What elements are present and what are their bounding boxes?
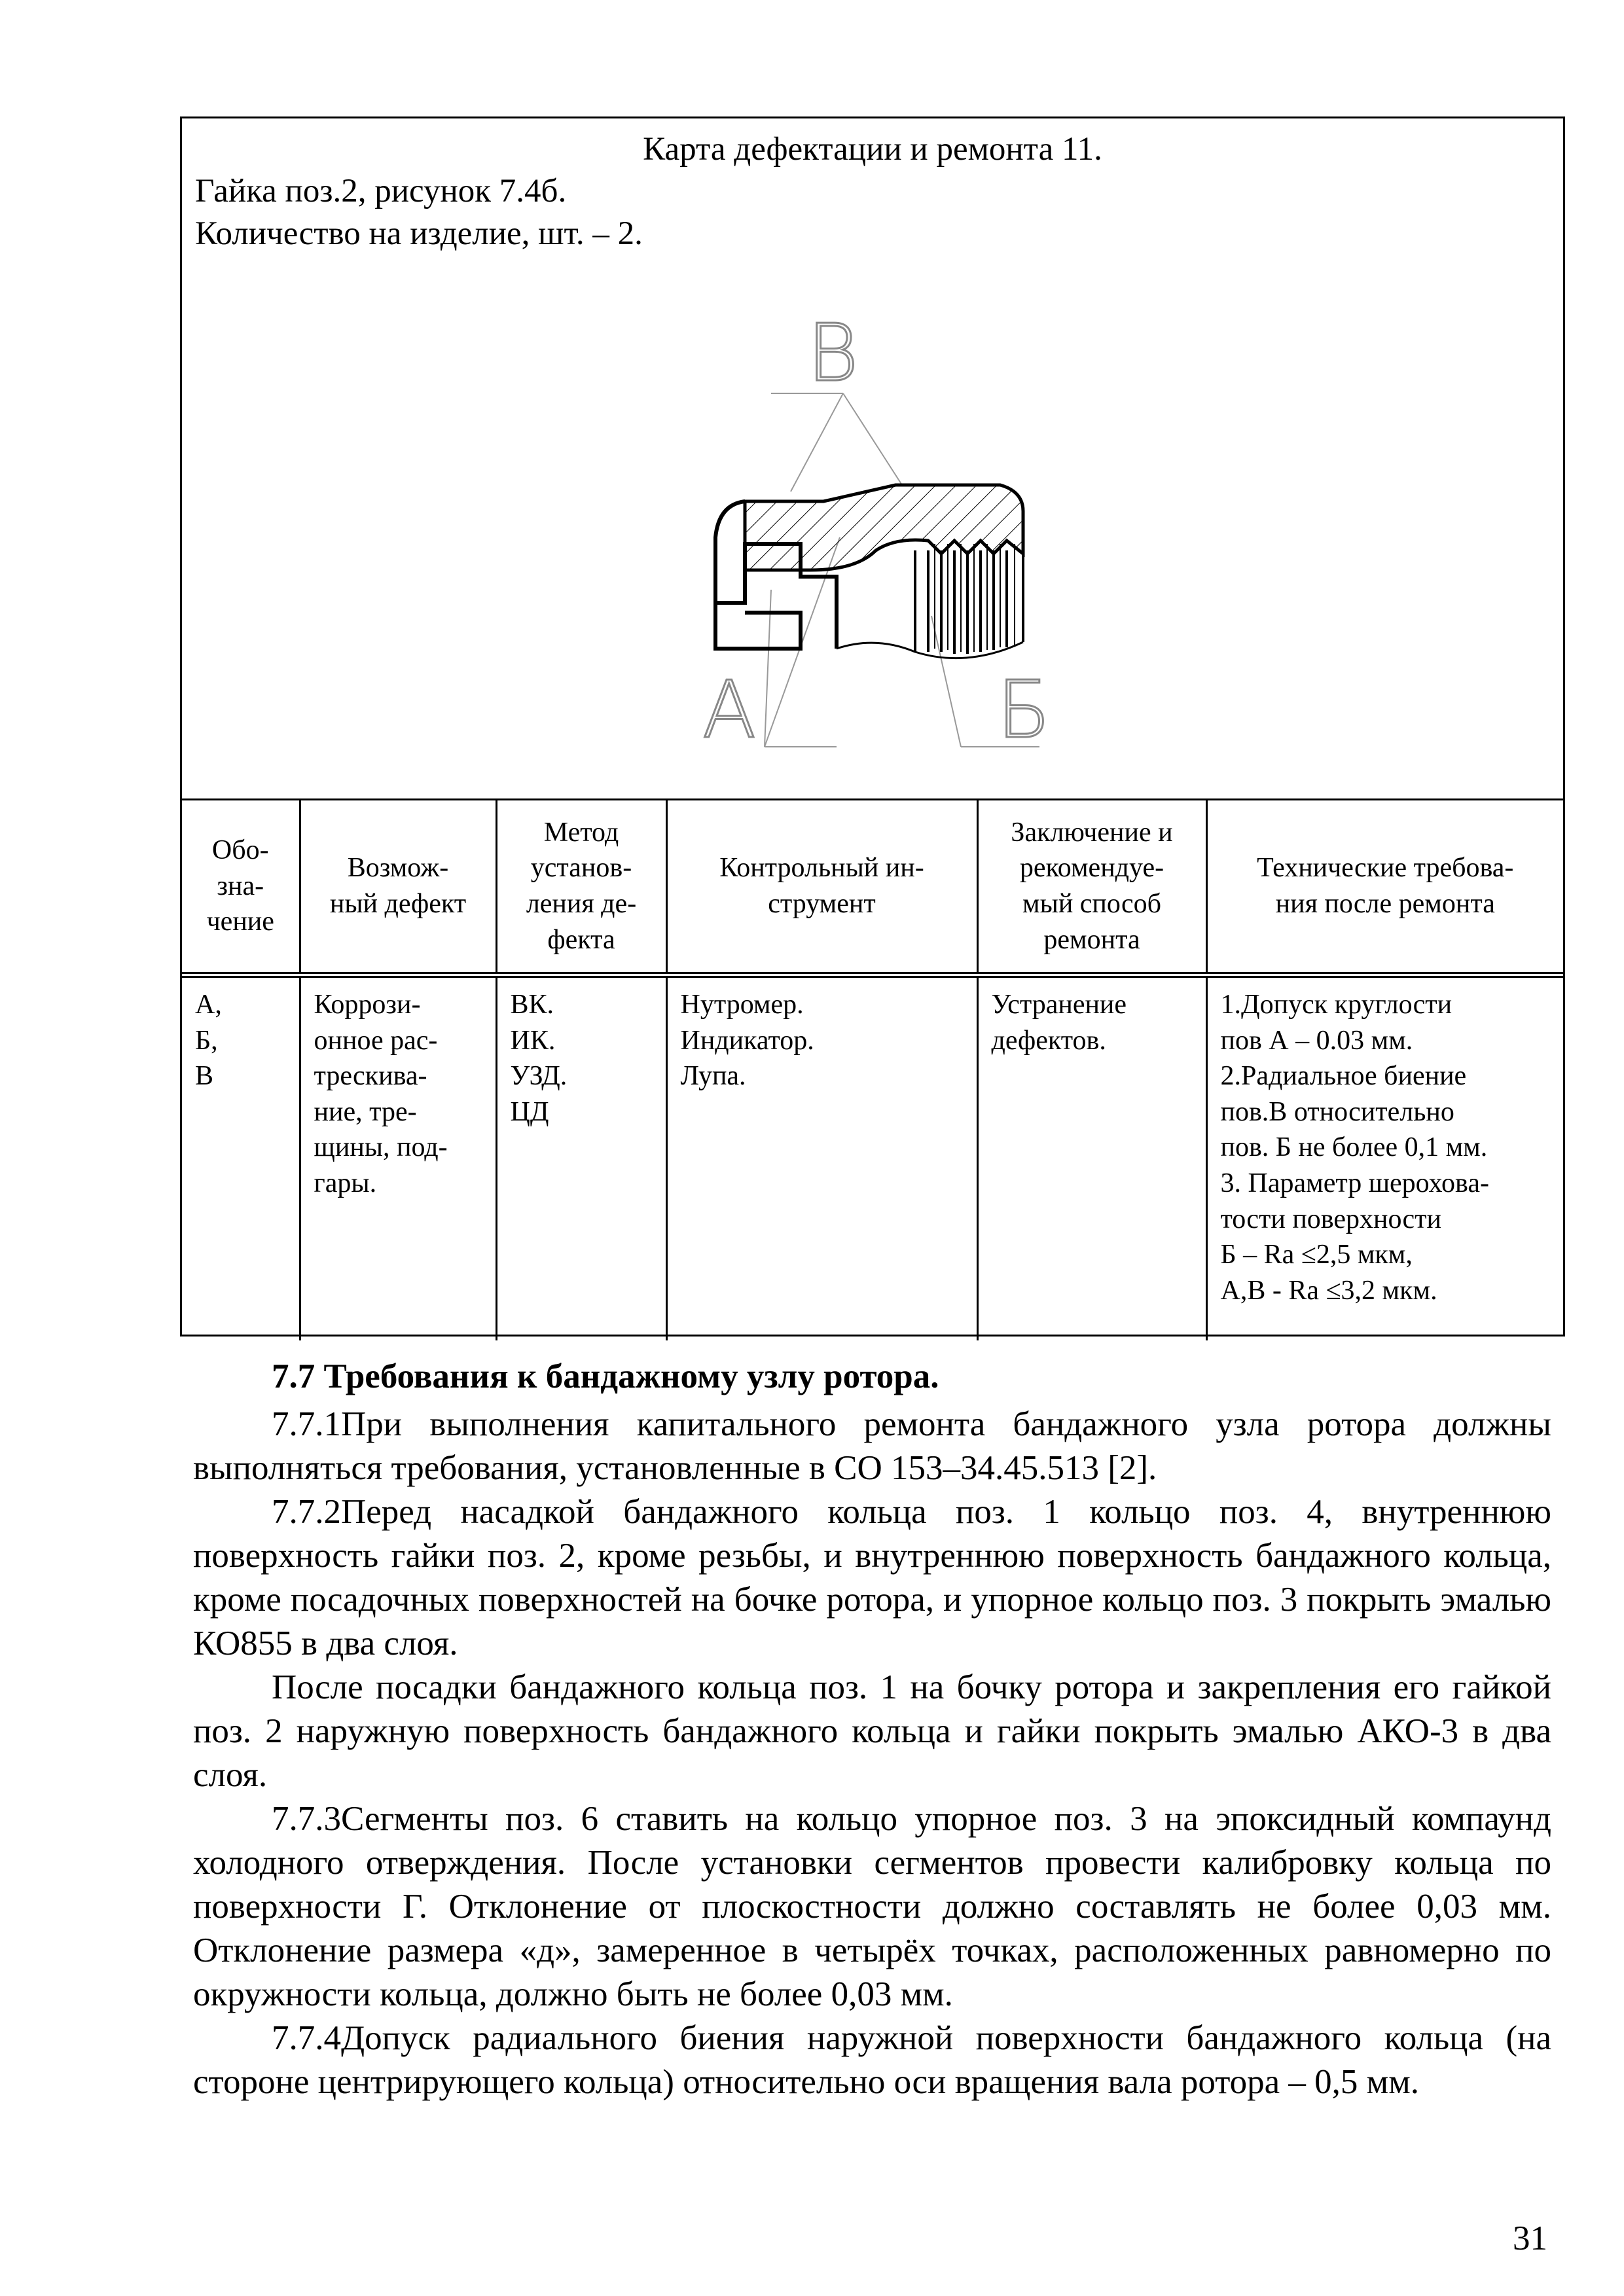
paragraph-7-7-1: 7.7.1При выполнения капитального ремонта бандажного узла ротора должны выполняться требования, установленные в СО 153–34.45.513 [2]. — [193, 1405, 1551, 1487]
section-heading: 7.7 Требования к бандажному узлу ротора. — [272, 1357, 939, 1395]
defect-table — [182, 800, 1563, 1340]
cell-designation: А, Б, В — [182, 975, 300, 1341]
header-requirements: Технические требова- ния после ремонта — [1206, 800, 1563, 975]
cell-defect: Коррози- онное рас- трескива- ние, тре- щины, под- гары. — [300, 975, 496, 1341]
cell-requirements: 1.Допуск круглости пов А – 0.03 мм. 2.Радиальное биение пов.В относительно пов. Б не более 0,1 мм. 3. Параметр шерохова- тости поверхности Б – Ra ≤2,5 мкм, А,В - Ra ≤3,2 мкм. — [1206, 975, 1563, 1341]
table-row — [182, 975, 1563, 1341]
defect-card — [180, 117, 1565, 1336]
header-instrument: Контрольный ин- струмент — [666, 800, 977, 975]
header-method: Метод установ- ления де- фекта — [496, 800, 666, 975]
header-conclusion: Заключение и рекомендуе- мый способ ремонта — [977, 800, 1206, 975]
page-number: 31 — [1513, 2219, 1547, 2257]
paragraph-7-7-4: 7.7.4Допуск радиального биения наружной поверхности бандажного кольца (на стороне центрирующего кольца) относительно оси вращения вала ротора – 0,5 мм. — [193, 2019, 1551, 2101]
cell-instrument: Нутромер. Индикатор. Лупа. — [666, 975, 977, 1341]
cell-method: ВК. ИК. УЗД. ЦД — [496, 975, 666, 1341]
card-header — [182, 118, 1563, 800]
paragraph-7-7-3: 7.7.3Сегменты поз. 6 ставить на кольцо упорное поз. 3 на эпоксидный компаунд холодного отверждения. После установки сегментов провести калибровку кольца по поверхности Г. Отклонение от плоскостности должно составлять не более 0,03 мм. Отклонение размера «д», замеренное в четырёх точках, расположенных равномерно по окружности кольца, должно быть не более 0,03 мм. — [193, 1800, 1551, 2013]
card-part-line: Гайка поз.2, рисунок 7.4б. — [195, 173, 567, 209]
card-quantity-line: Количество на изделие, шт. – 2. — [195, 215, 643, 252]
section-7-7 — [193, 1355, 1551, 2104]
table-header-row — [182, 800, 1563, 975]
label-a: А — [702, 665, 757, 756]
paragraph-after-fitting: После посадки бандажного кольца поз. 1 на бочку ротора и закрепления его гайкой поз. 2 наружную поверхность бандажного кольца и гайки покрыть эмалью АКО-3 в два слоя. — [193, 1668, 1551, 1794]
nut-section-drawing — [182, 118, 1563, 799]
cell-conclusion: Устранение дефектов. — [977, 975, 1206, 1341]
paragraph-7-7-2: 7.7.2Перед насадкой бандажного кольца поз. 1 кольцо поз. 4, внутреннюю поверхность гайки поз. 2, кроме резьбы, и внутреннюю поверхность бандажного кольца, кроме посадочных поверхностей на бочке ротора, и упорное кольцо поз. 3 покрыть эмалью КО855 в два слоя. — [193, 1493, 1551, 1662]
header-designation: Обо- зна- чение — [182, 800, 300, 975]
label-b-bottom: Б — [997, 665, 1051, 756]
label-b-top: В — [807, 308, 859, 399]
card-title: Карта дефектации и ремонта 11. — [643, 131, 1102, 168]
header-defect: Возмож- ный дефект — [300, 800, 496, 975]
